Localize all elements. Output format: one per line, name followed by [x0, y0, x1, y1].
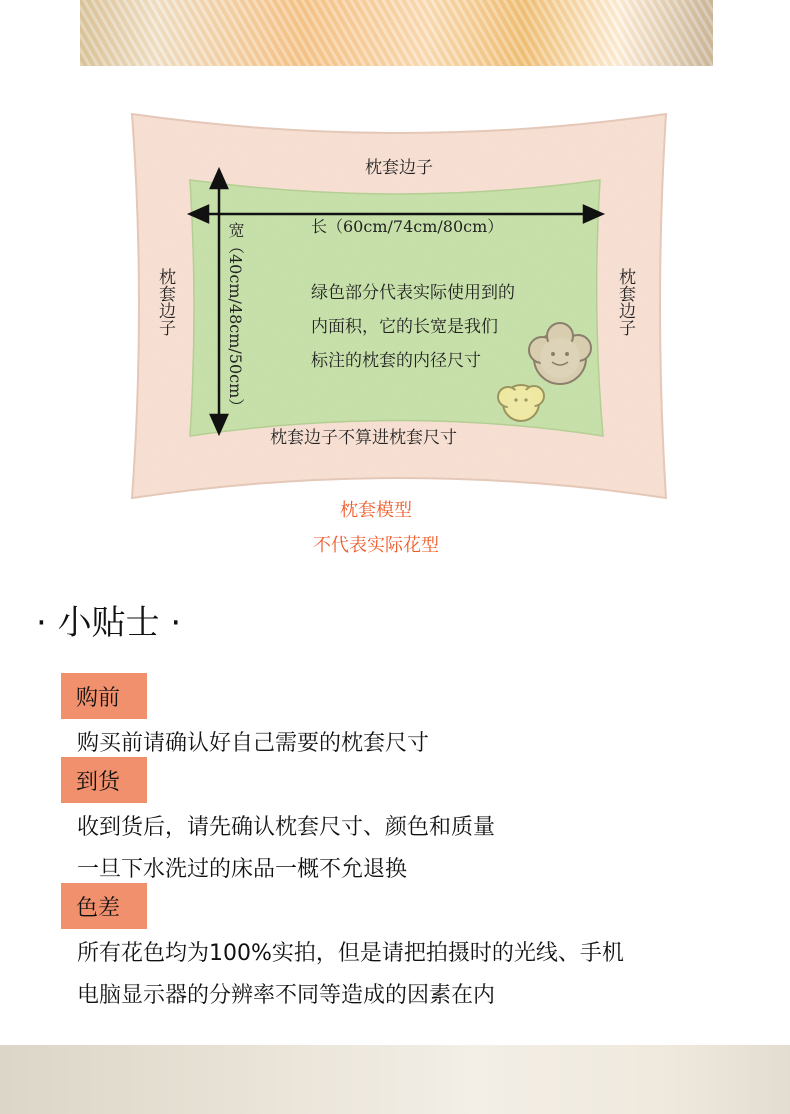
tip-line: 所有花色均为100%实拍，但是请把拍摄时的光线、手机 — [77, 941, 624, 966]
product-photo-top — [80, 0, 713, 66]
tip-line: 一旦下水洗过的床品一概不允退换 — [77, 857, 408, 882]
description-line: 标注的枕套的内径尺寸 — [311, 351, 481, 371]
tip-line: 购买前请确认好自己需要的枕套尺寸 — [77, 731, 430, 756]
model-caption-line: 不代表实际花型 — [313, 535, 439, 556]
tag-on-arrival: 到货 — [61, 757, 147, 803]
description-line: 内面积，它的长宽是我们 — [311, 317, 498, 337]
model-caption-line: 枕套模型 — [340, 500, 412, 521]
length-label: 长（60cm/74cm/80cm） — [311, 217, 504, 236]
tag-color-difference: 色差 — [61, 883, 147, 929]
right-border-label: 枕套边子 — [615, 268, 635, 336]
pillowcase-size-diagram — [0, 100, 790, 520]
tips-heading: · 小贴士 · — [36, 603, 182, 643]
top-border-label: 枕套边子 — [365, 158, 433, 178]
tip-line: 收到货后，请先确认枕套尺寸、颜色和质量 — [77, 815, 496, 840]
description-line: 绿色部分代表实际使用到的 — [311, 283, 515, 303]
bottom-note-label: 枕套边子不算进枕套尺寸 — [270, 428, 457, 448]
product-photo-bottom — [0, 1045, 790, 1114]
left-border-label: 枕套边子 — [155, 268, 175, 336]
tag-before-purchase: 购前 — [61, 673, 147, 719]
tip-line: 电脑显示器的分辨率不同等造成的因素在内 — [77, 983, 496, 1008]
width-label: 宽（40cm/48cm/50cm） — [226, 222, 245, 415]
